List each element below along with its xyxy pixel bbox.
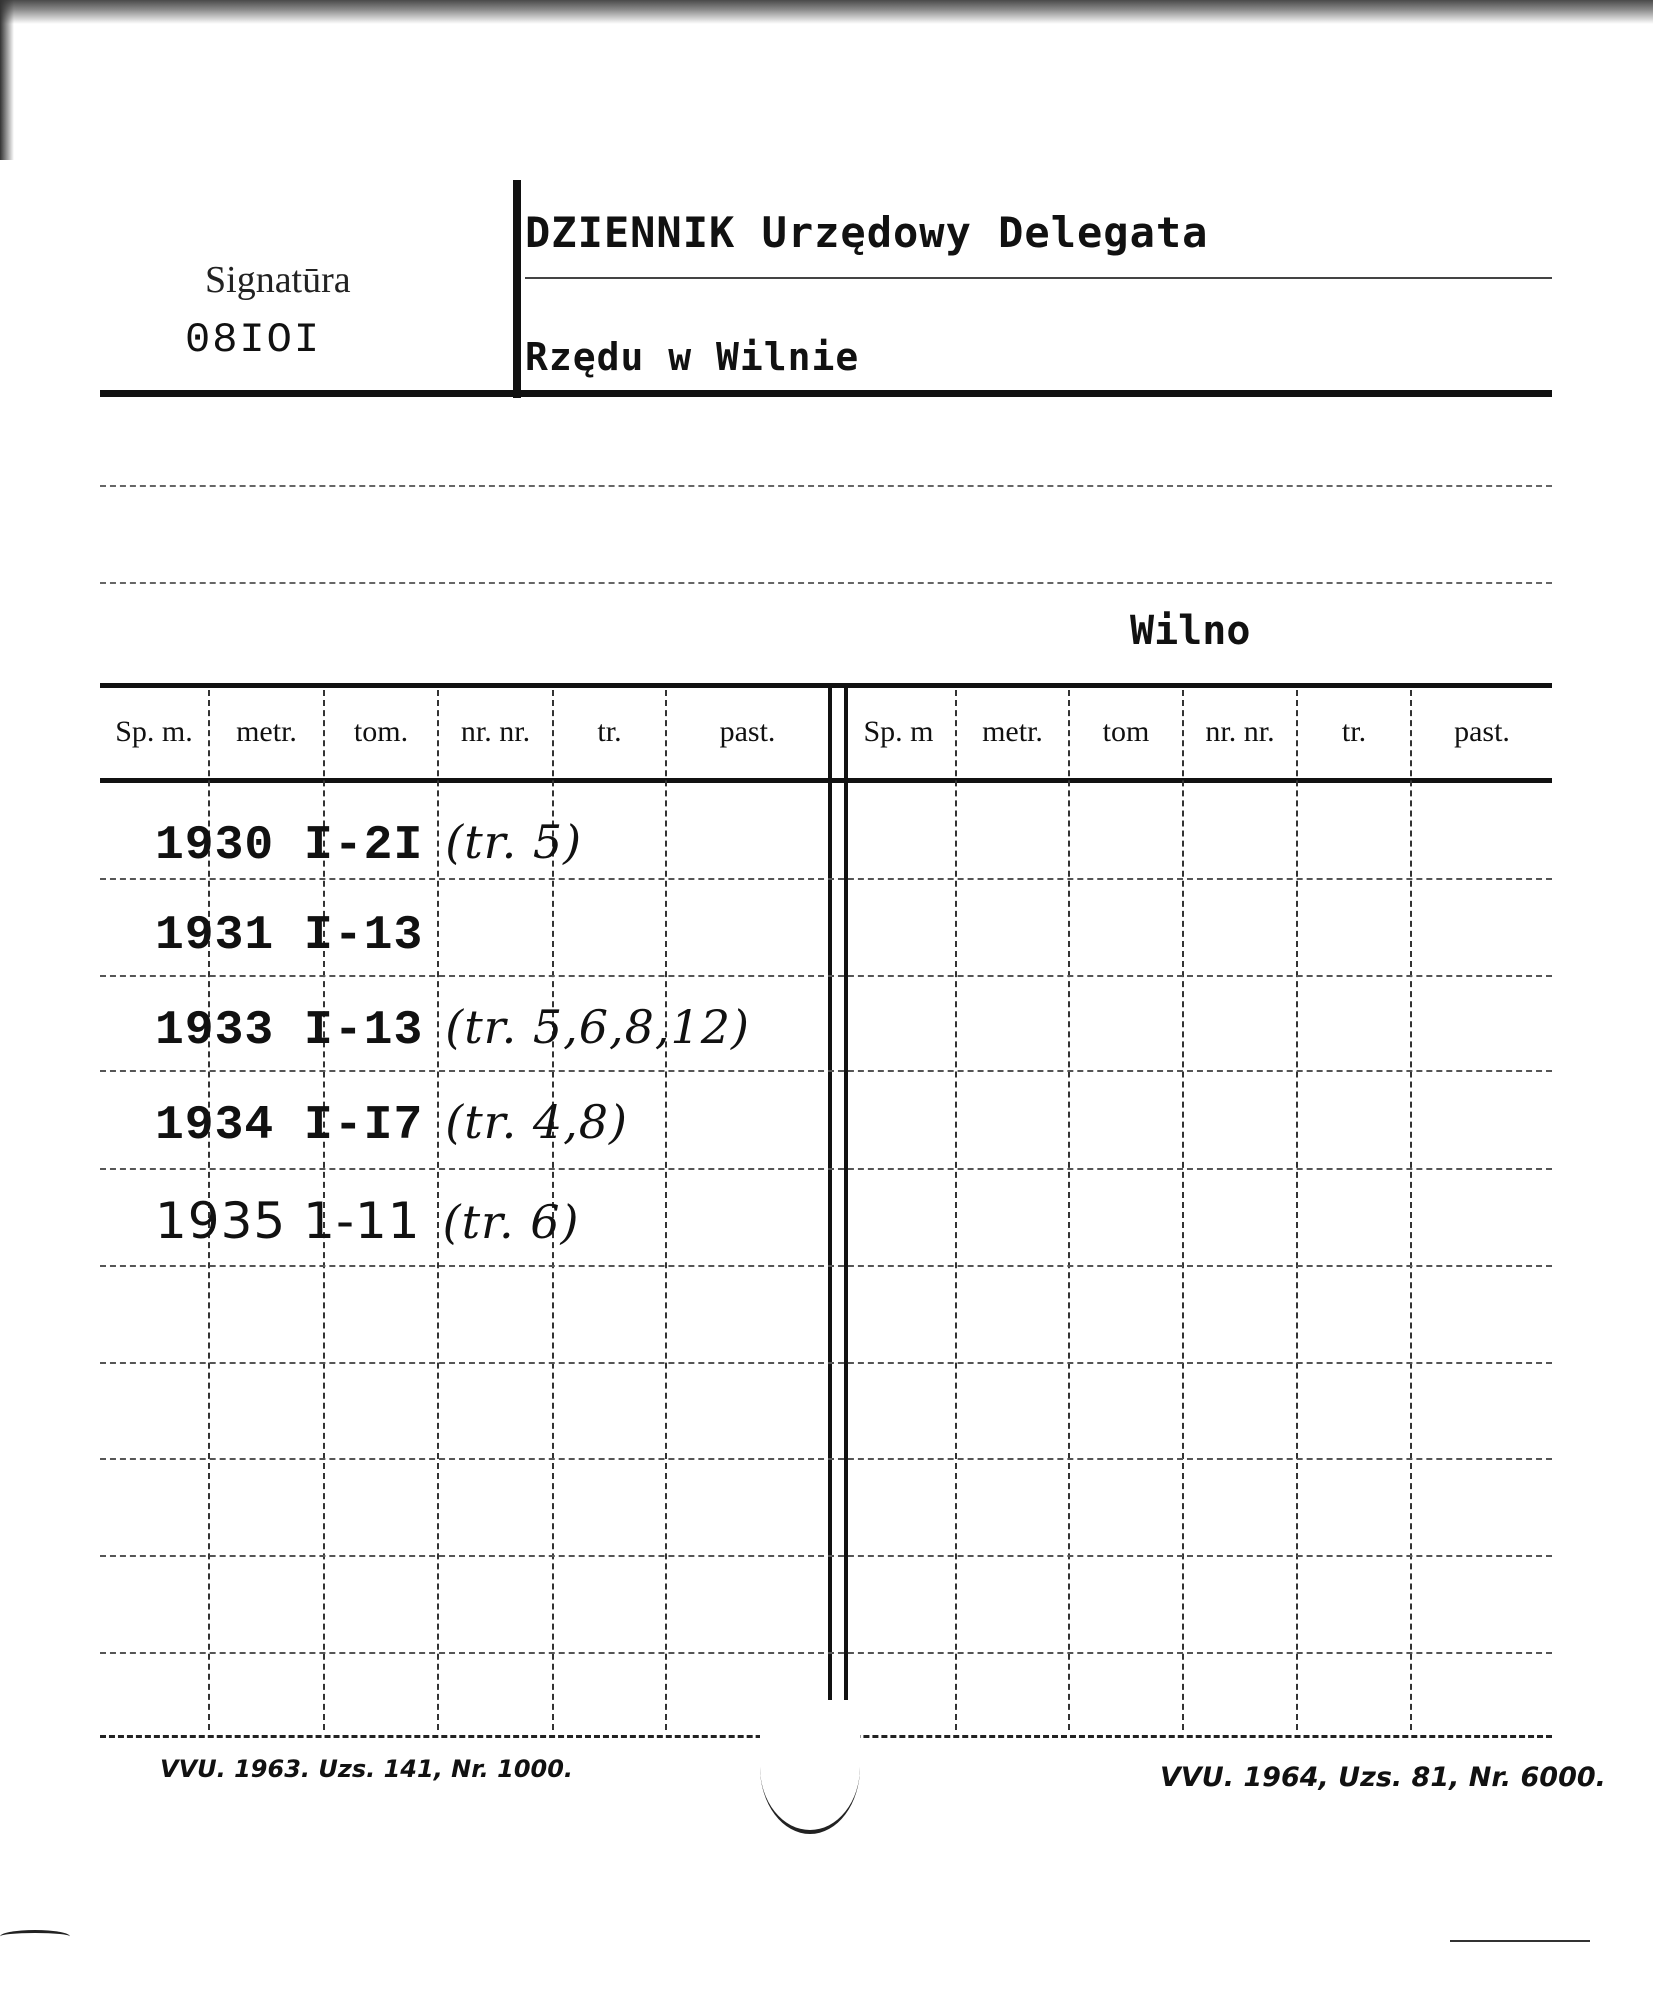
scan-edge-top	[0, 0, 1653, 24]
column-header-tr: tr.	[597, 715, 622, 748]
entry-ref: (tr. 4,8)	[445, 1095, 628, 1149]
column-line	[1068, 690, 1070, 1730]
title-rule	[525, 277, 1552, 279]
footnote-right: VVU. 1964, Uzs. 81, Nr. 6000.	[1160, 1762, 1606, 1793]
signature-label: Signatūra	[205, 259, 351, 301]
table-center-divider	[828, 688, 848, 1728]
blank-line	[100, 582, 1552, 584]
header-divider	[513, 180, 521, 398]
column-header-sp-m-right: Sp. m	[863, 715, 934, 748]
punch-hole-notch	[760, 1700, 860, 1834]
column-header-metr: metr.	[236, 715, 297, 748]
entry-years: 1933 I-13	[155, 1004, 424, 1058]
row-line	[100, 975, 1552, 977]
table-row	[155, 815, 582, 873]
title-line-1: DZIENNIK Urzędowy Delegata	[525, 208, 1209, 257]
entry-years: 1931 I-13	[155, 909, 424, 963]
table-row	[155, 1095, 628, 1153]
column-header-nr-nr: nr. nr.	[460, 715, 531, 748]
row-line	[100, 1070, 1552, 1072]
blank-line	[100, 485, 1552, 487]
column-line	[1296, 690, 1298, 1730]
row-line	[100, 1168, 1552, 1170]
table-header-rule	[100, 778, 1552, 783]
entry-ref: (tr. 5,6,8,12)	[445, 1000, 751, 1054]
row-line	[100, 1265, 1552, 1267]
column-line	[1410, 690, 1412, 1730]
column-header-sp-m: Sp. m.	[115, 715, 193, 748]
column-header-metr-right: metr.	[982, 715, 1043, 748]
column-header-tom: tom.	[353, 715, 409, 748]
scan-edge-bottom-right	[1450, 1940, 1590, 1948]
table-row	[155, 1192, 579, 1250]
column-line	[1182, 690, 1184, 1730]
row-line	[100, 1458, 1552, 1460]
entry-years: 1930 I-2I	[155, 819, 424, 873]
column-header-tr-right: tr.	[1341, 715, 1367, 748]
column-line	[955, 690, 957, 1730]
table-top-rule	[100, 683, 1552, 688]
entry-ref: (tr. 5)	[445, 815, 583, 869]
place-name: Wilno	[1130, 608, 1251, 654]
header-bottom-rule	[100, 390, 1552, 397]
column-header-past: past.	[719, 715, 776, 748]
entry-ref: (tr. 6)	[442, 1195, 580, 1249]
scan-edge-left	[0, 0, 14, 160]
signature-value: 08IOI	[185, 316, 322, 364]
table-row	[155, 905, 445, 963]
entry-years: 1935 1-11	[155, 1192, 421, 1250]
column-line	[665, 690, 667, 1730]
footnote-left: VVU. 1963. Uzs. 141, Nr. 1000.	[160, 1755, 574, 1783]
row-line	[100, 1652, 1552, 1654]
column-header-nr-nr-right: nr. nr.	[1205, 715, 1275, 748]
row-line	[100, 1555, 1552, 1557]
row-line	[100, 1362, 1552, 1364]
row-line	[100, 878, 1552, 880]
title-line-2: Rzędu w Wilnie	[525, 335, 860, 379]
scan-edge-bottom	[0, 1930, 70, 1943]
entry-years: 1934 I-I7	[155, 1099, 424, 1153]
column-header-tom-right: tom	[1102, 715, 1150, 748]
table-row	[155, 1000, 750, 1058]
column-header-past-right: past.	[1454, 715, 1510, 748]
